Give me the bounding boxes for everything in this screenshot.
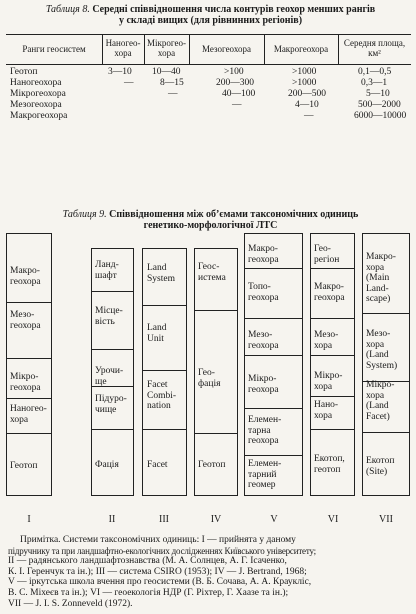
table8-title-label: Таблиця 8.	[45, 4, 90, 15]
table9-title-line2: генетико-морфологічної ЛТС	[143, 220, 278, 231]
header-text: Мезогеохора	[202, 44, 251, 54]
divider	[363, 313, 409, 314]
cell-geotop: Геотоп	[10, 461, 38, 471]
header-text: Наногео-	[105, 38, 141, 48]
divider	[245, 408, 302, 409]
header-text: Макрогеохора	[273, 44, 329, 54]
table8-cell: 6000—10000	[354, 111, 407, 121]
cell-main-landscape: Макро- хора (Main Land- scape)	[366, 252, 396, 304]
table8-cell: 500—2000	[358, 100, 401, 110]
divider	[245, 355, 302, 356]
table8-title-line1: Середні співвідношення числа контурів геохор менших рангів	[92, 4, 376, 15]
divider	[311, 355, 354, 356]
table8-cell: 200—500	[288, 89, 326, 99]
table8-cell: >1000	[292, 67, 317, 77]
cell-geofacies: Гео- фація	[198, 368, 221, 389]
roman-numeral-IV: IV	[210, 514, 222, 525]
divider	[245, 318, 302, 319]
table8-cell: 8—15	[160, 78, 184, 88]
divider	[311, 268, 354, 269]
table9-title-line1: Співвідношення між об’ємами таксономічних одиниць	[109, 209, 359, 220]
table8-header-macro	[264, 44, 338, 54]
cell-elementary-chora: Елемен- тарна геохора	[248, 415, 282, 446]
table8-header-nano	[102, 38, 144, 58]
divider	[311, 396, 354, 397]
header-text: км²	[368, 48, 381, 58]
divider	[143, 305, 186, 306]
header-text: Ранги геосистем	[22, 44, 86, 54]
table8-cell: 200—300	[216, 78, 254, 88]
table8-cell: —	[232, 100, 242, 110]
roman-numeral-VII: VII	[379, 514, 393, 525]
table8-cell: —	[124, 78, 134, 88]
header-text: хора	[157, 48, 176, 58]
table9-col-IV	[194, 248, 238, 496]
table8-top-rule	[6, 34, 411, 35]
table9-note	[8, 535, 414, 609]
table8-cell: —	[168, 89, 178, 99]
divider	[92, 291, 133, 292]
table9-col-V	[244, 233, 303, 496]
header-text: хора	[114, 48, 132, 58]
table8-cell-rank: Мезогеохора	[10, 100, 62, 110]
divider	[245, 455, 302, 456]
roman-numeral-III: III	[159, 514, 169, 525]
divider	[92, 349, 133, 350]
note-line: підручнику та при ландшафтно-екологічних дослідженнях Київського університету;	[8, 545, 316, 556]
cell-ecotop: Екотоп, геотоп	[314, 454, 345, 475]
table9-col-III	[142, 248, 187, 496]
cell-topo: Топо- геохора	[248, 282, 279, 303]
cell-micro: Мікро- хора	[314, 371, 343, 392]
table8-cell: 3—10	[108, 67, 132, 77]
cell-land-system: Land System	[147, 263, 175, 284]
cell-elementary-geomer: Елемен- тарний геомер	[248, 459, 282, 490]
cell-georegion: Гео- регіон	[314, 244, 340, 265]
table8-cell-rank: Макрогеохора	[10, 111, 68, 121]
cell-land-facet: Мікро- хора (Land Facet)	[366, 380, 395, 422]
table8-title-line2: у складі вищих (для рівнинних регіонів)	[118, 15, 303, 26]
cell-meso: Мезо- хора	[314, 330, 339, 351]
cell-macro: Макро- геохора	[314, 282, 345, 303]
cell-geosystem: Геос- истема	[198, 262, 226, 283]
cell-meso: Мезо- геохора	[248, 330, 279, 351]
divider	[245, 268, 302, 269]
table8-cell: 5—10	[366, 89, 390, 99]
header-text: Мікрогео-	[147, 38, 186, 48]
table8-header-area	[338, 38, 411, 58]
table9-col-VI	[310, 233, 355, 496]
table8-cell-rank: Наногеохора	[10, 78, 62, 88]
table8-cell: 40—100	[222, 89, 256, 99]
table9-title	[8, 209, 413, 231]
cell-facet-combination: Facet Combi- nation	[147, 380, 177, 411]
cell-macro: Макро- геохора	[10, 266, 41, 287]
divider	[143, 429, 186, 430]
note-line: II — радянського ландшафтознавства (М. А. Солнцев, А. Г. Ісаченко,	[8, 556, 287, 567]
roman-numeral-VI: VI	[327, 514, 339, 525]
cell-facies: Фація	[95, 460, 119, 470]
divider	[7, 433, 51, 434]
table8-header-meso	[189, 44, 264, 54]
table8-header-micro	[144, 38, 189, 58]
cell-urochysche: Урочи- ще	[95, 366, 124, 387]
cell-meso: Мезо- геохора	[10, 310, 41, 331]
table8-header-rank	[6, 44, 102, 54]
divider	[195, 310, 237, 311]
table8-cell: 0,1—0,5	[358, 67, 392, 77]
note-line: VII — J. I. S. Zonneveld (1972).	[8, 598, 133, 609]
table8-cell: >1000	[292, 78, 317, 88]
table8-body	[6, 67, 411, 125]
divider	[92, 429, 133, 430]
roman-numeral-I: I	[27, 514, 31, 525]
cell-land-unit: Land Unit	[147, 323, 167, 344]
divider	[7, 358, 51, 359]
cell-nano: Нано- хора	[314, 400, 339, 421]
cell-nano: Наногео- хора	[10, 404, 47, 425]
table9-col-VII	[362, 233, 410, 496]
cell-geotop: Геотоп	[198, 460, 226, 470]
note-line: К. І. Геренчук та ін.); III — система CSIRO (1953); IV — J. Bertrand, 1968;	[8, 566, 307, 577]
cell-micro: Мікро- геохора	[248, 374, 279, 395]
table9-col-I	[6, 233, 52, 496]
table8-cell-rank: Мікрогеохора	[10, 89, 66, 99]
cell-landscape: Ланд- шафт	[95, 260, 119, 281]
cell-micro: Мікро- геохора	[10, 372, 41, 393]
table8-cell: —	[304, 111, 314, 121]
cell-facet: Facet	[147, 460, 168, 470]
divider	[143, 370, 186, 371]
cell-macro: Макро- геохора	[248, 244, 279, 265]
cell-pidurochysche: Підуро- чище	[95, 394, 127, 415]
table8-cell: >100	[224, 67, 244, 77]
divider	[311, 318, 354, 319]
table9-col-II	[91, 248, 134, 496]
divider	[7, 398, 51, 399]
cell-locality: Місце- вість	[95, 306, 123, 327]
note-line: В. С. Міхеєв та ін.); VI — геоекологія НДР (Г. Ріхтер, Г. Хаазе та ін.);	[8, 587, 289, 598]
table9-title-label: Таблиця 9.	[62, 209, 107, 220]
header-text: Середня площа,	[343, 38, 406, 48]
divider	[363, 432, 409, 433]
divider	[195, 433, 237, 434]
table8-cell-rank: Геотоп	[10, 67, 38, 77]
table8-cell: 10—40	[152, 67, 181, 77]
cell-land-system: Мезо- хора (Land System)	[366, 329, 398, 371]
divider	[92, 386, 133, 387]
note-line: V — іркутська школа вчення про геосистеми (В. Б. Сочава, А. А. Крауклiс,	[8, 577, 312, 588]
note-line: Примітка. Системи таксономічних одиниць: I — прийнята у даному	[20, 535, 296, 545]
table8-cell: 4—10	[295, 100, 319, 110]
table8-cell: 0,3—1	[361, 78, 388, 88]
roman-numeral-V: V	[270, 514, 278, 525]
table8-title	[8, 4, 413, 26]
divider	[311, 429, 354, 430]
roman-numeral-II: II	[108, 514, 116, 525]
table8-header-rule	[6, 64, 411, 65]
divider	[7, 302, 51, 303]
cell-site: Екотоп (Site)	[366, 456, 395, 477]
